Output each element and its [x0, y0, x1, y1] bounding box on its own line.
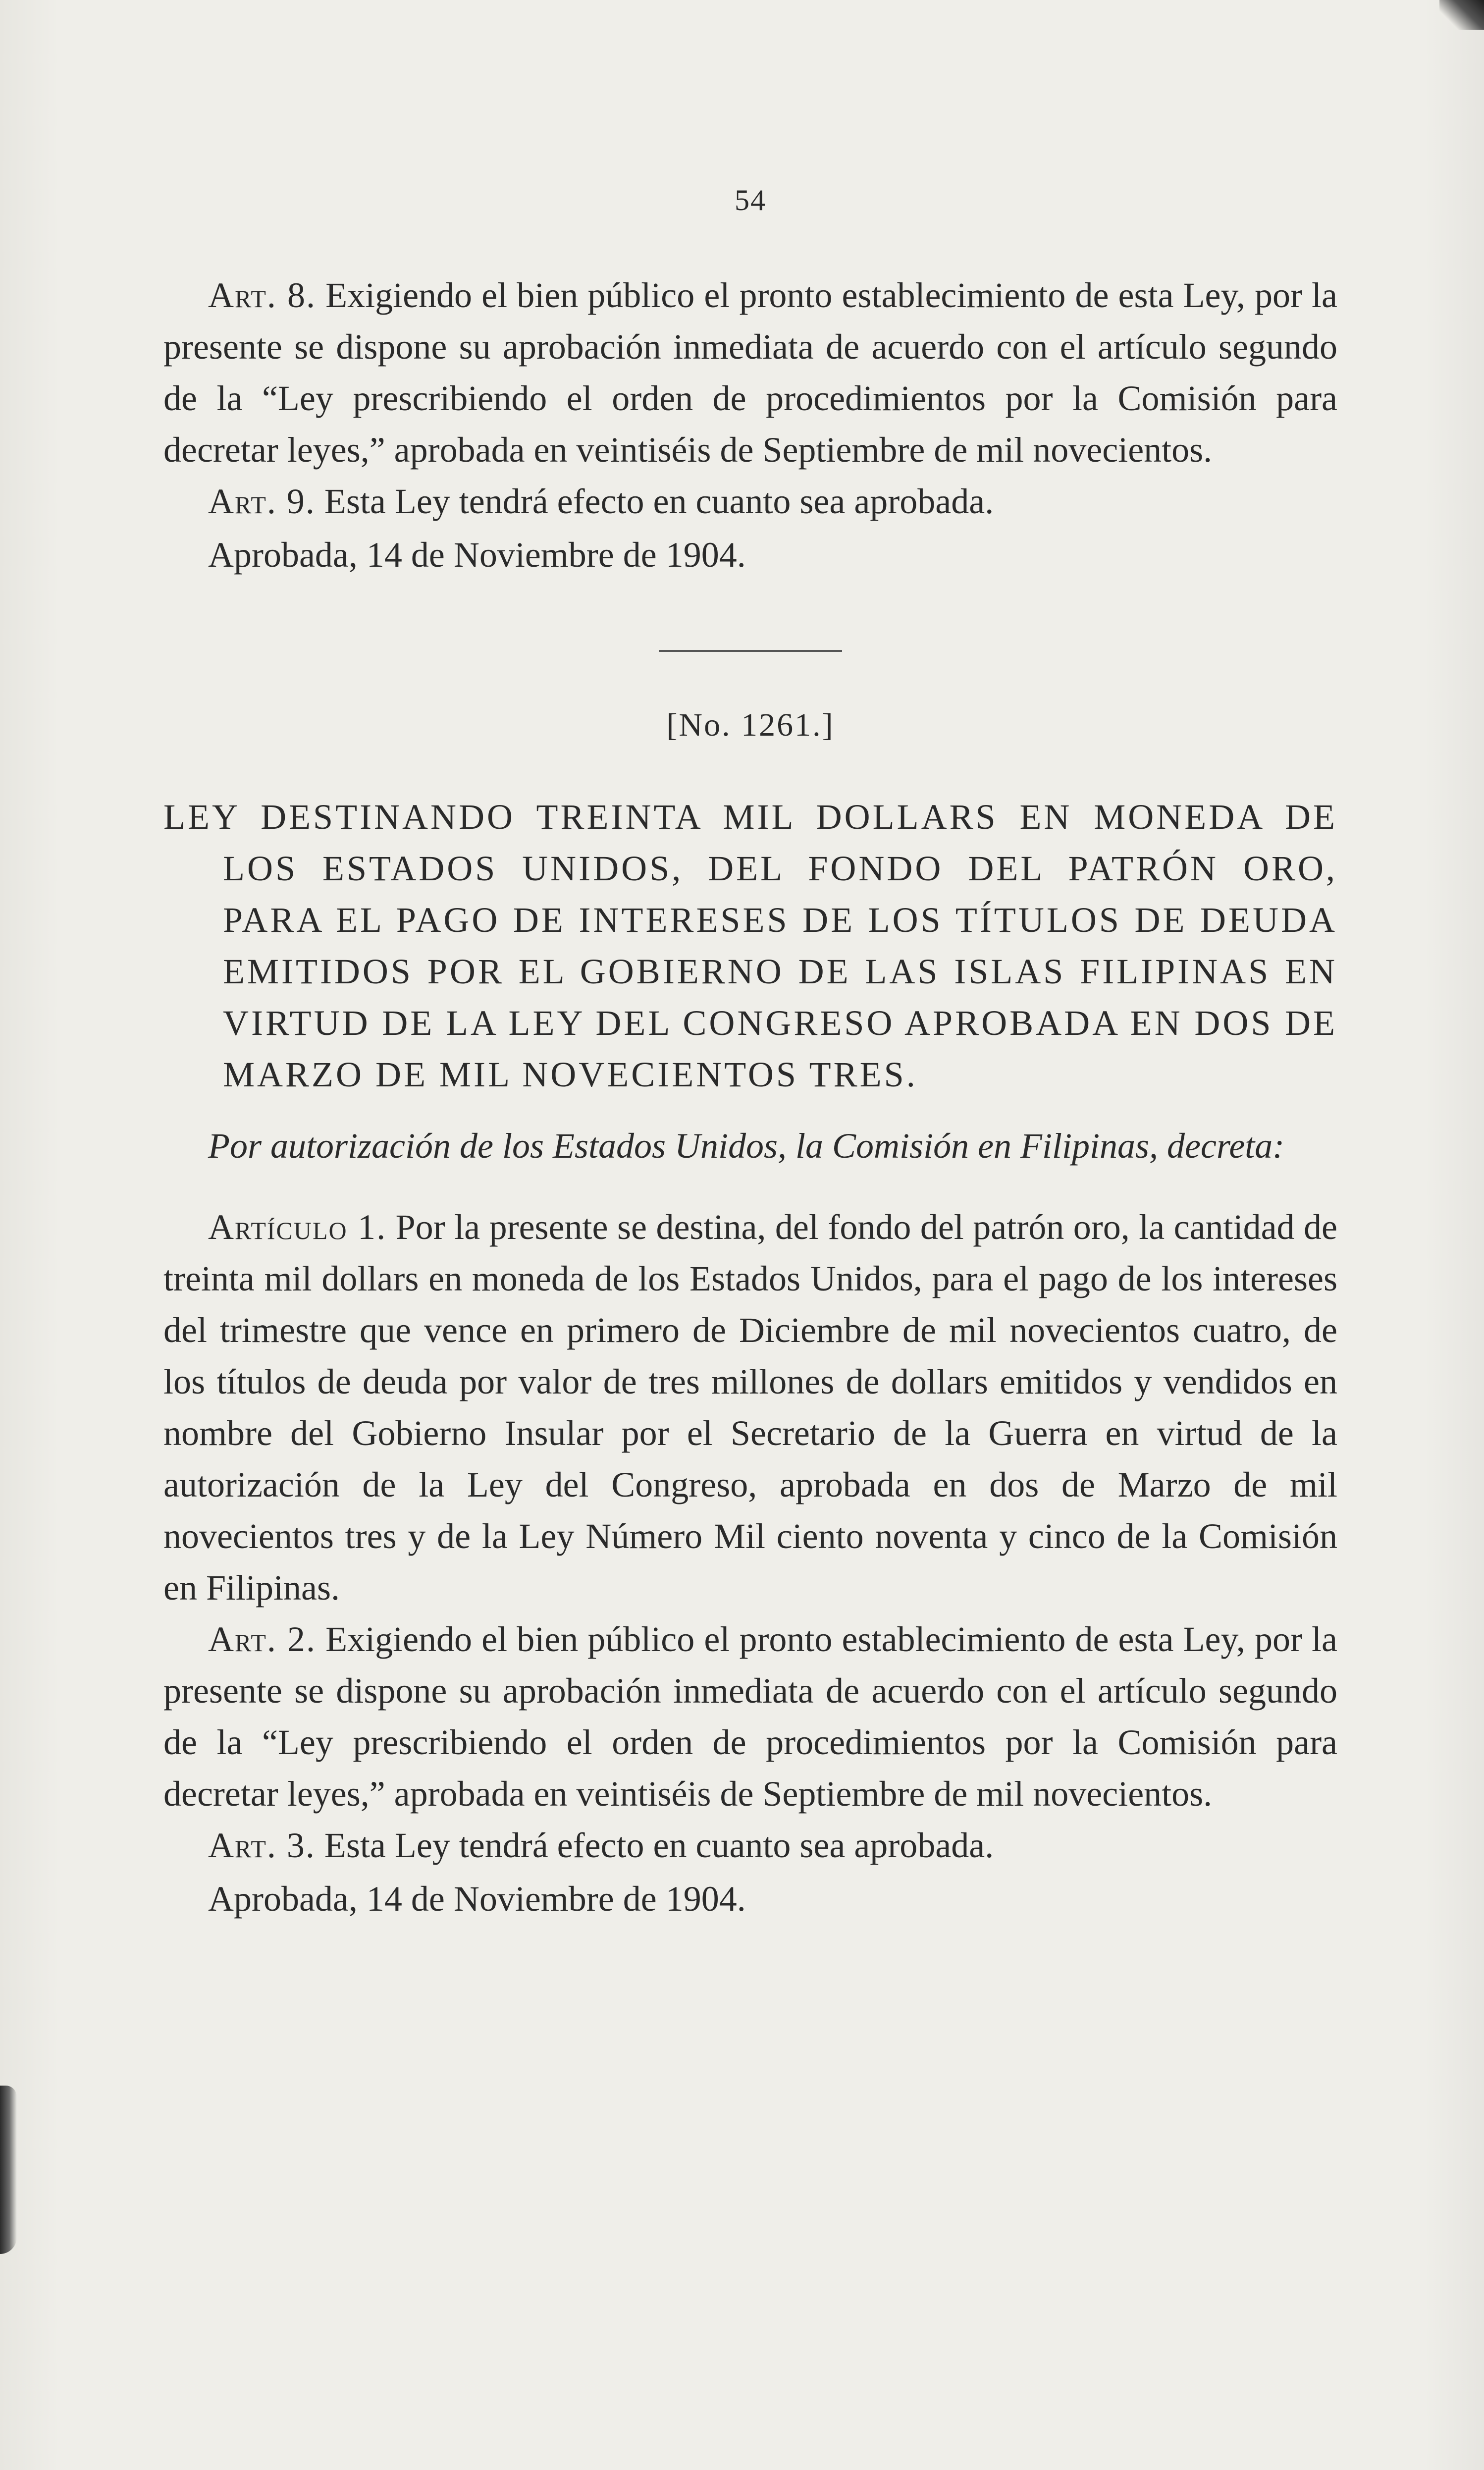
article-3-label: Art. 3.	[208, 1826, 316, 1865]
article-3-text: Esta Ley tendrá efecto en cuanto sea aprobada.	[324, 1826, 994, 1865]
page-content	[163, 183, 1337, 1925]
article-1-label: Artículo 1.	[208, 1207, 387, 1247]
first-law-approval-date: Aprobada, 14 de Noviembre de 1904.	[208, 535, 746, 575]
article-9-label: Art. 9.	[208, 482, 316, 521]
law-number: [No. 1261.]	[666, 707, 835, 743]
page-number: 54	[735, 184, 766, 216]
article-1	[163, 1201, 1337, 1613]
article-9	[163, 476, 1337, 527]
page-edge-shadow	[1439, 0, 1484, 30]
article-9-text: Esta Ley tendrá efecto en cuanto sea aprobada.	[324, 482, 994, 521]
article-2-text: Exigiendo el bien público el pronto establecimiento de esta Ley, por la presente se dispone su aprobación inmediata de acuerdo con el artículo segundo de la “Ley prescribiendo el orden de procedimientos por la Comisión para decretar leyes,” aprobada en veintiséis de Septiembre de mil novecientos.	[163, 1619, 1337, 1814]
article-1-text: Por la presente se destina, del fondo del patrón oro, la cantidad de treinta mil dollars en moneda de los Estados Unidos, para el pago de los intereses del trimestre que vence en primero de Diciembre de mil novecientos cuatro, de los títulos de deuda por valor de tres millones de dollars emitidos y vendidos en nombre del Gobierno Insular por el Secretario de la Guerra en virtud de la autorización de la Ley del Congreso, aprobada en dos de Marzo de mil novecientos tres y de la Ley Número Mil ciento noventa y cinco de la Comisión en Filipinas.	[163, 1207, 1337, 1608]
article-8-label: Art. 8.	[208, 275, 316, 315]
article-8-text: Exigiendo el bien público el pronto establecimiento de esta Ley, por la presente se dispone su aprobación inmediata de acuerdo con el artículo segundo de la “Ley prescribiendo el orden de procedimientos por la Comisión para decretar leyes,” aprobada en veintiséis de Septiembre de mil novecientos.	[163, 275, 1337, 470]
article-2-label: Art. 2.	[208, 1619, 316, 1659]
section-divider	[659, 650, 842, 652]
law-title: LEY DESTINANDO TREINTA MIL DOLLARS EN MONEDA DE LOS ESTADOS UNIDOS, DEL FONDO DEL PATRÓN ORO, PARA EL PAGO DE INTERESES DE LOS TÍTULOS DE DEUDA EMITIDOS POR EL GOBIERNO DE LAS ISLAS FILIPINAS EN VIRTUD DE LA LEY DEL CONGRESO APROBADA EN DOS DE MARZO DE MIL NOVECIENTOS TRES.	[163, 797, 1337, 1094]
enacting-clause: Por autorización de los Estados Unidos, la Comisión en Filipinas, decreta:	[208, 1126, 1285, 1166]
article-3	[163, 1820, 1337, 1871]
second-law-approval-date: Aprobada, 14 de Noviembre de 1904.	[208, 1879, 746, 1919]
binding-shadow	[0, 2086, 17, 2254]
article-8	[163, 269, 1337, 476]
article-2	[163, 1613, 1337, 1820]
